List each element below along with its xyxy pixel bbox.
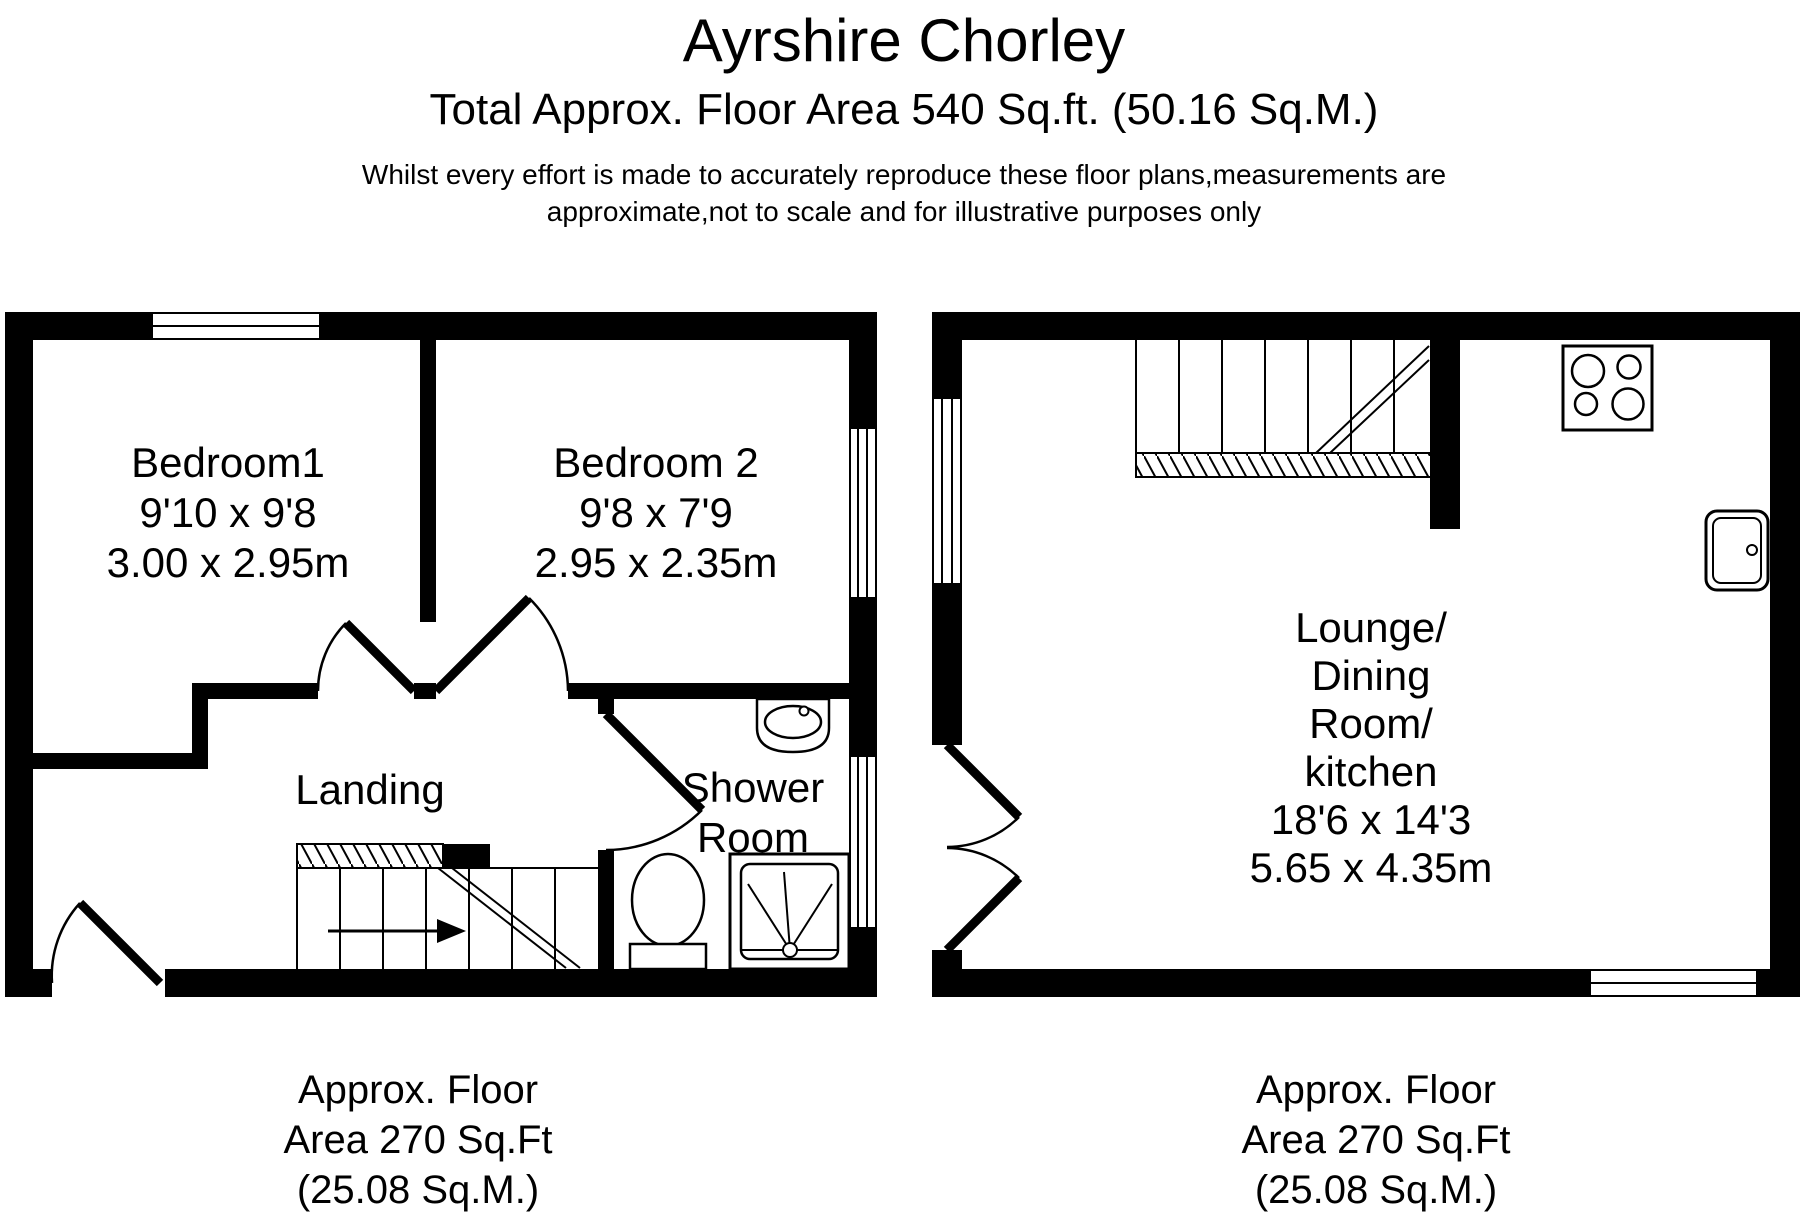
shower-tray-icon (730, 854, 849, 969)
room-name: Dining (1311, 652, 1431, 699)
room-name: Bedroom1 (131, 439, 325, 486)
room-label-lounge-dining-kitchen (1250, 604, 1493, 892)
total-area-subtitle: Total Approx. Floor Area 540 Sq.ft. (50.16 Sq.M.) (429, 85, 1379, 134)
room-label-bedroom1 (107, 438, 350, 588)
first-floor-area-caption (283, 1065, 552, 1215)
room-size-metric: 3.00 x 2.95m (106, 539, 350, 586)
first-floor-plan (5, 312, 877, 997)
hob-icon (1563, 346, 1652, 430)
room-name: Shower (681, 764, 825, 811)
room-size-imperial: 9'10 x 9'8 (139, 489, 317, 536)
caption-line: Approx. Floor (1255, 1068, 1497, 1112)
room-label-landing (295, 765, 444, 815)
room-size-metric: 5.65 x 4.35m (1249, 844, 1493, 891)
caption-line: Approx. Floor (297, 1068, 539, 1112)
room-name: kitchen (1304, 748, 1438, 795)
caption-line: (25.08 Sq.M.) (296, 1168, 540, 1212)
disclaimer-line-2: approximate,not to scale and for illustrative purposes only (546, 196, 1262, 227)
stairs-direction-arrow (328, 919, 466, 943)
door-swing (947, 745, 1019, 950)
page-title: Ayrshire Chorley (682, 7, 1126, 74)
room-size-metric: 2.95 x 2.35m (534, 539, 778, 586)
room-name: Room/ (1309, 700, 1433, 747)
sink-icon (1706, 511, 1768, 590)
room-label-bedroom2 (535, 438, 778, 588)
room-name: Landing (295, 766, 445, 813)
ground-floor-area-caption (1241, 1065, 1510, 1215)
room-name: Lounge/ (1295, 604, 1447, 651)
caption-line: Area 270 Sq.Ft (283, 1118, 553, 1162)
room-size-imperial: 18'6 x 14'3 (1270, 796, 1472, 843)
room-size-imperial: 9'8 x 7'9 (579, 489, 733, 536)
stairs-icon (1136, 340, 1445, 477)
room-label-shower-room (682, 763, 824, 863)
caption-line: (25.08 Sq.M.) (1254, 1168, 1498, 1212)
room-name: Room (696, 814, 810, 861)
sink-icon (757, 699, 829, 752)
room-name: Bedroom 2 (553, 439, 759, 486)
disclaimer-line-1: Whilst every effort is made to accurately reproduce these floor plans,measurements are (361, 159, 1447, 190)
toilet-icon (630, 854, 706, 969)
caption-line: Area 270 Sq.Ft (1241, 1118, 1511, 1162)
